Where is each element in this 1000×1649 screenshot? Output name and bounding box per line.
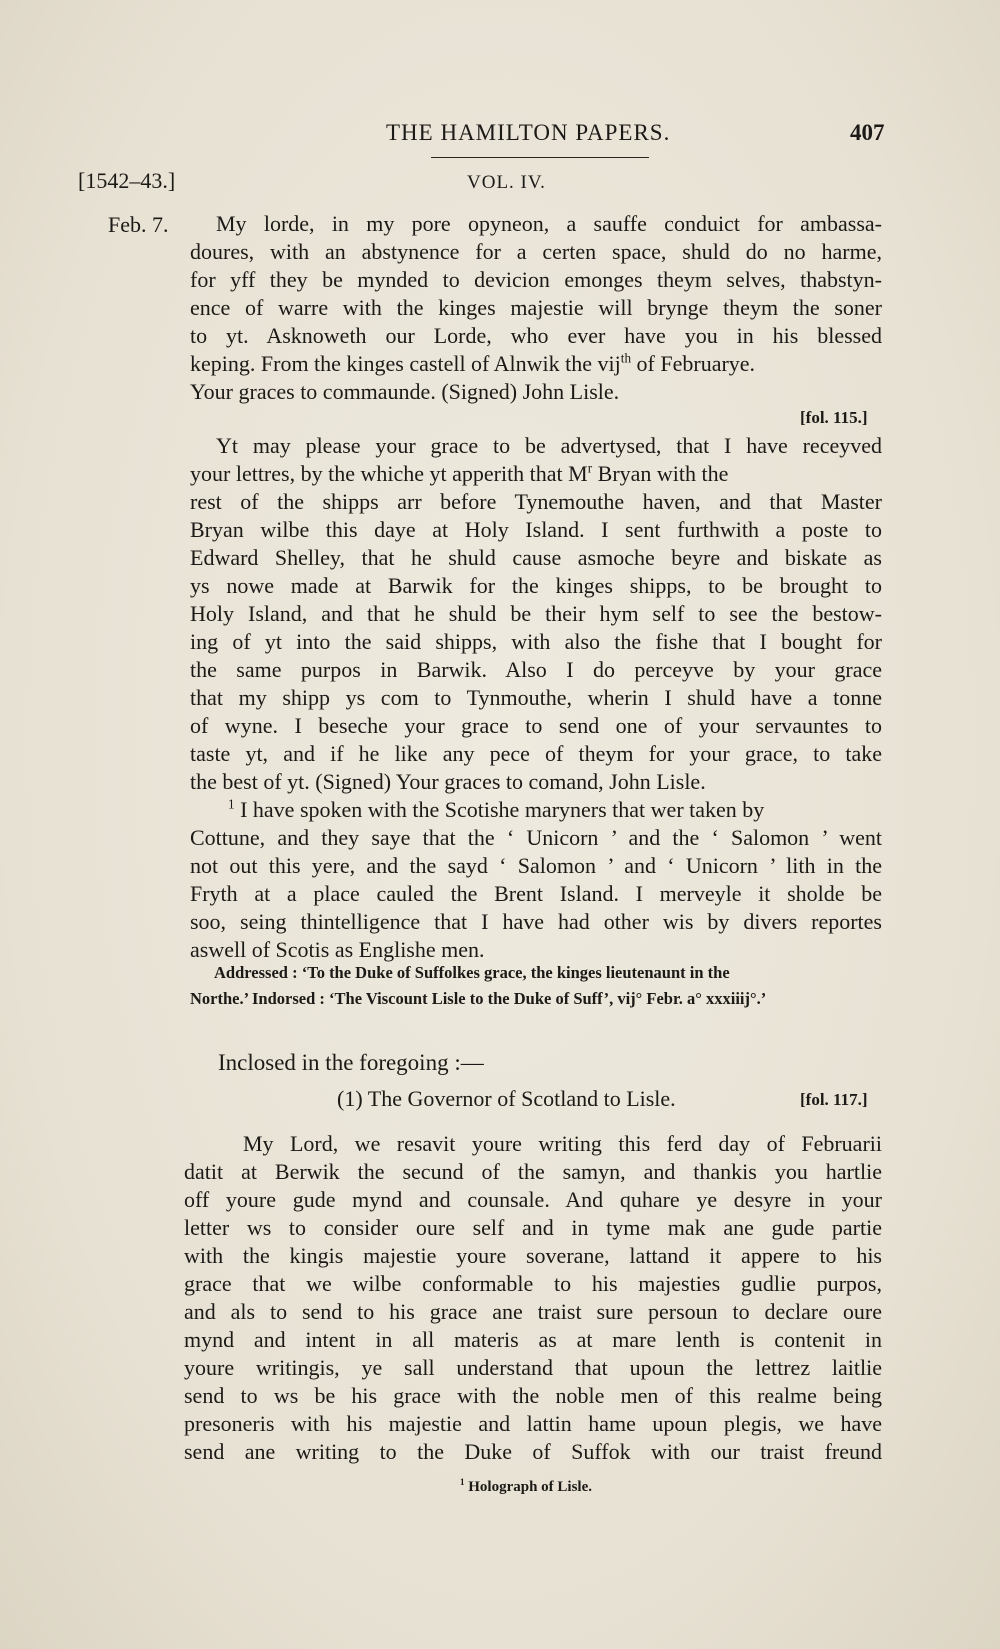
- text-line: off youre gude mynd and counsale. And quhare ye desyre in your: [184, 1187, 882, 1212]
- text-line: doures, with an abstynence for a certen space, shuld do no harme,: [190, 239, 882, 264]
- text-line: mynd and intent in all materis as at mare lenth is contenit in: [184, 1327, 882, 1352]
- footnote-marker: 1: [228, 796, 235, 812]
- letter-date: Feb. 7.: [108, 212, 169, 237]
- text-line: Your graces to commaunde. (Signed) John Lisle.: [190, 379, 620, 404]
- running-title: THE HAMILTON PAPERS.: [386, 120, 671, 145]
- volume-label: VOL. IV.: [467, 172, 546, 193]
- text-line: letter ws to consider oure self and in tyme mak ane gude partie: [184, 1215, 882, 1240]
- text-line: the same purpos in Barwik. Also I do perceyve by your grace: [190, 657, 882, 682]
- letter-title: (1) The Governor of Scotland to Lisle.: [337, 1086, 676, 1111]
- text-line: grace that we wilbe conformable to his majesties gudlie purpos,: [184, 1271, 882, 1296]
- page-number: 407: [850, 120, 885, 145]
- text-line: the best of yt. (Signed) Your graces to comand, John Lisle.: [190, 769, 706, 794]
- text-line: not out this yere, and the sayd ‘ Salomon ’ and ‘ Unicorn ’ lith in the: [190, 853, 882, 878]
- text-line: Yt may please your grace to be advertysed, that I have receyved: [216, 433, 882, 458]
- text-line: to yt. Asknoweth our Lorde, who ever have you in his blessed: [190, 323, 882, 348]
- text-line: My lorde, in my pore opyneon, a sauffe conduict for ambassa-: [216, 211, 882, 236]
- text-line: $^1$ I have spoken with the Scotishe maryners that wer taken by: [228, 796, 765, 822]
- indorsed-note: Northe.’ Indorsed : ‘The Viscount Lisle to the Duke of Suff’, vij° Febr. a° xxxiiij°.’: [190, 989, 767, 1008]
- text-line: with the kingis majestie youre soverane, lattand it appere to his: [184, 1243, 882, 1268]
- folio-ref: [fol. 115.]: [800, 408, 868, 427]
- text-line: Cottune, and they saye that the ‘ Unicorn ’ and the ‘ Salomon ’ went: [190, 825, 882, 850]
- text-line: send to ws be his grace with the noble men of this realme being: [184, 1383, 882, 1408]
- text-line: taste yt, and if he like any pece of theym for your grace, to take: [190, 741, 882, 766]
- text-line: for yff they be mynded to devicion emonges theym selves, thabstyn-: [190, 267, 882, 292]
- text-line: datit at Berwik the secund of the samyn, and thankis you hartlie: [184, 1159, 882, 1184]
- text-line: and als to send to his grace ane traist sure persoun to declare oure: [184, 1299, 882, 1324]
- header-rule: [431, 157, 649, 158]
- year-bracket: [1542–43.]: [78, 168, 176, 193]
- footnote-marker: 1: [460, 1477, 465, 1487]
- text-line: that my shipp ys com to Tynmouthe, wherin I shuld have a tonne: [190, 685, 882, 710]
- text-line: ing of yt into the said shipps, with also the fishe that I bought for: [190, 629, 882, 654]
- section-heading: Inclosed in the foregoing :—: [218, 1050, 484, 1075]
- text-line: keping. From the kinges castell of Alnwik the vij$^{th}$ of Februarye.: [190, 350, 756, 376]
- text-line: aswell of Scotis as Englishe men.: [190, 937, 485, 962]
- folio-ref: [fol. 117.]: [800, 1090, 868, 1109]
- text-line: ence of warre with the kinges majestie will brynge theym the soner: [190, 295, 882, 320]
- text-line: Edward Shelley, that he shuld cause asmoche beyre and biskate as: [190, 545, 882, 570]
- text-line: youre writingis, ye sall understand that upoun the lettrez laitlie: [184, 1355, 882, 1380]
- text-line: ys nowe made at Barwik for the kinges shipps, to be brought to: [190, 573, 882, 598]
- text-line: Fryth at a place cauled the Brent Island. I merveyle it sholde be: [190, 881, 882, 906]
- text-line: Holy Island, and that he shuld be their hym self to see the bestow-: [190, 601, 882, 626]
- text-line: rest of the shipps arr before Tynemouthe haven, and that Master: [190, 489, 882, 514]
- text-line: presoneris with his majestie and lattin hame upoun plegis, we have: [184, 1411, 882, 1436]
- text-line: of wyne. I beseche your grace to send one of your servauntes to: [190, 713, 882, 738]
- addressed-note: Addressed : ‘To the Duke of Suffolkes grace, the kinges lieutenaunt in the: [214, 963, 730, 982]
- text-line: your lettres, by the whiche yt apperith that $M^r$ Bryan with the: [190, 460, 729, 486]
- text-line: Bryan wilbe this daye at Holy Island. I sent furthwith a poste to: [190, 517, 882, 542]
- footnote: $^1$ Holograph of Lisle.: [460, 1477, 593, 1495]
- text-line: soo, seing thintelligence that I have had other wis by divers reportes: [190, 909, 882, 934]
- text-line: send ane writing to the Duke of Suffok with our traist freund: [184, 1439, 882, 1464]
- text-line: My Lord, we resavit youre writing this ferd day of Februarii: [243, 1131, 882, 1156]
